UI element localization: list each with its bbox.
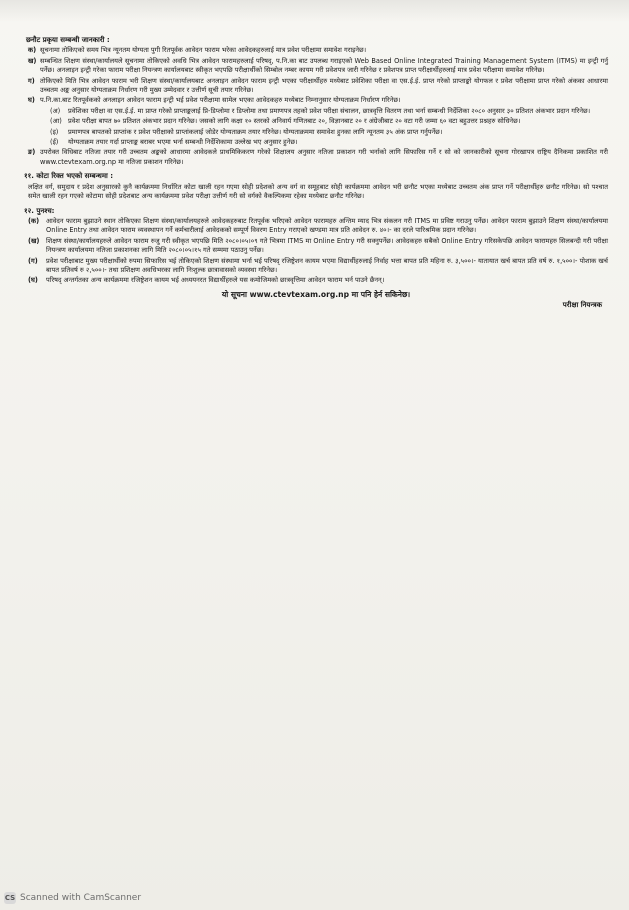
closing-note: यो सूचना www.ctevtexam.org.np मा पनि हेर्न सकिनेछ। bbox=[221, 289, 411, 299]
sub-item bbox=[50, 138, 608, 147]
sub-item-text: प्रवेश परीक्षा बापत ७० प्रतिशत अंकभार प्रदान गरिनेछ। जसको लागि कक्षा १० स्तरको अनिवार्य गणितबाट २०, विज्ञानबाट २० र अंग्रेजीबाट २० वटा गरी जम्मा ६० वटा बहुउत्तर प्रश्नहरु सोधिनेछ। bbox=[68, 117, 521, 126]
sub-item-label: (इ) bbox=[50, 127, 59, 136]
item-label: घ) bbox=[28, 96, 35, 105]
item-label: (घ) bbox=[28, 276, 38, 285]
item-text: सम्बन्धित शिक्षण संस्था/कार्यालयले सूचनामा तोकिएको अवधि भित्र आवेदन फारामहरुलाई परिषद्, प.नि.का बाट उपलब्ध गराइएको Web Based Online Integrated Training Management System (ITMS) मा इन्ट्री गर्नु पर्नेछ। अनलाइन इन्ट्री गरेका फाराम परीक्षा नियन्त्रण कार्यालयबाट स्वीकृत भएपछि परीक्षार्थीको सिम्बोल नम्बर कायम गरी प्रवेशपत्र जारी गरिनेछ र प्रवेशपत्र प्राप्त परीक्षार्थीहरुलाई मात्र प्रवेश परीक्षामा समावेश गरिनेछ। bbox=[40, 56, 608, 75]
item-text: उपरोक्त विधिबाट नतिजा तयार गरी उच्चतम अङ्कको आधारमा आवेदकले प्राथमिकिकरण गरेको शिक्षालय अनुसार नतिजा प्रकाशन गरी भर्नाको लागि सिफारिस गर्ने र सो को जानकारीको सूचना गोरखापत्र राष्ट्रिय दैनिकमा प्रकाशित गरी www.ctevtexam.org.np मा नतिजा प्रकाशन गरिनेछ। bbox=[40, 148, 608, 166]
item-text: प्रवेश परीक्षाबाट मुख्य परीक्षार्थीको रुपमा सिफारिस भई तोकिएको शिक्षण संस्थामा भर्ना भई परिषद् रजिष्ट्रेशन कायम भएमा विद्यार्थीहरुलाई निर्वाह भत्ता बापत प्रति महिना रु. ३,५००।- यातायात खर्च बापत प्रति वर्ष रु. १,५००।- पोशाक खर्च बापत प्रतिवर्ष रु २,५००।- तथा प्रशिक्षण अवधिभरका लागि निःशुल्क छात्रावासको व्यवस्था गरिनेछ। bbox=[46, 256, 608, 274]
section-12-item bbox=[28, 257, 608, 276]
item-label: (ग) bbox=[28, 256, 38, 265]
item-label: ग) bbox=[28, 76, 35, 85]
sub-item bbox=[50, 107, 608, 116]
item-label: (क) bbox=[28, 216, 40, 225]
signature: परीक्षा नियन्त्रक bbox=[562, 301, 602, 310]
sub-item-label: (आ) bbox=[50, 117, 62, 126]
sub-item-label: (अ) bbox=[50, 106, 61, 115]
sub-item bbox=[50, 117, 608, 126]
section-12-item bbox=[28, 237, 608, 256]
section-11-heading: ११. कोटा रिक्त भएको सम्बन्धमा : bbox=[24, 172, 114, 181]
document-body bbox=[24, 36, 608, 311]
item-label: ख) bbox=[28, 56, 37, 65]
item-label: (ख) bbox=[28, 236, 40, 245]
section-11-text: लक्षित वर्ग, समुदाय र प्रदेश अनुसारको कुनै कार्यक्रममा निर्धारित कोटा खाली रहन गएमा सोही प्रदेशको अन्य वर्ग वा समूहबाट सोही कार्यक्रममा आवेदन भरी छनौट भएका मध्येबाट उच्चतम अंक प्राप्त गर्ने परीक्षार्थीहरु छनौट गरिनेछ। सो पश्चात समेत खाली रहन गएको कोटामा सोही प्रदेशबाट अन्य कार्यक्रममा प्रवेश परीक्षा उत्तीर्ण गरी सो वर्गको वैकल्पिकमा रहेका मध्येबाट छनौट गरिनेछ। bbox=[28, 182, 608, 201]
section-12-heading: १२. पुनश्च: bbox=[24, 206, 55, 215]
intro-item bbox=[28, 46, 608, 55]
intro-item bbox=[28, 57, 608, 76]
scanner-footer bbox=[4, 892, 141, 904]
item-text: शिक्षण संस्था/कार्यालयहरुले आवेदन फाराम रुजु गरी स्वीकृत भएपछि मिति २०८०।०५।०९ गते भित्रमा ITMS मा Online Entry गरी सक्नुपर्नेछ। आवेदकहरु सबैको Online Entry गरिसकेपछि आवेदन फारामहरु सिलबन्दी गरी परीक्षा नियन्त्रण कार्यालयमा नतिजा प्रकाशनका लागि मिति २०८०।०५।१५ गते सम्ममा पठाउनु पर्नेछ। bbox=[46, 236, 608, 255]
scan-shadow bbox=[0, 0, 629, 22]
section-11-text-block bbox=[28, 183, 608, 202]
intro-item bbox=[28, 96, 608, 105]
intro-heading: छनौट प्रकृया सम्बन्धी जानकारी : bbox=[26, 36, 110, 44]
sub-item-text: प्रमाणपत्र बापतको प्राप्तांक र प्रवेश परीक्षाको प्राप्तांकलाई जोडेर योग्यताक्रम तयार गरिनेछ। योग्यताक्रममा समावेश हुनका लागि न्यूनतम ३५ अंक प्राप्त गर्नुपर्नेछ। bbox=[68, 127, 443, 136]
sub-item bbox=[50, 128, 608, 137]
sub-item-label: (ई) bbox=[50, 138, 59, 147]
camscanner-icon: CS bbox=[4, 894, 16, 902]
section-12-item bbox=[28, 217, 608, 236]
item-text: परिषद् अन्तर्गतका अन्य कार्यक्रममा रजिष्ट्रेशन कायम भई अध्ययनरत विद्यार्थीहरुले यस कमोजिमको छात्रवृत्तिमा आवेदन फाराम भर्न पाउने छैनन्। bbox=[46, 276, 385, 285]
item-label: क) bbox=[28, 46, 37, 55]
sub-item-text: प्रवेशिका परीक्षा वा एस.ई.ई. मा प्राप्त गरेको प्राप्ताङ्कलाई प्रि-डिप्लोमा र डिप्लोमा तथा प्रमाणपत्र तहको प्रवेश परीक्षा संचालन, छात्रवृत्ति वितरण तथा भर्ना सम्बन्धी निर्देशिका २०८० अनुसार ३० प्रतिशत अंकभार प्रदान गरिनेछ। bbox=[68, 106, 591, 115]
item-text: सूचनामा तोकिएको समय भित्र न्यूनतम योग्यता पुगी रितपूर्वक आवेदन फाराम भरेका आवेदकहरुलाई मात्र प्रवेश परीक्षामा समावेश गराइनेछ। bbox=[40, 46, 367, 55]
sub-item-text: योग्यताक्रम तयार गर्दा प्राप्ताङ्क बराबर भएमा भर्ना सम्बन्धी निर्देशिकामा उल्लेख भए अनुसार हुनेछ। bbox=[68, 138, 298, 147]
item-text: प.नि.का.बाट रितपूर्वकको अनलाइन आवेदन फाराम इन्ट्री भई प्रवेश परीक्षामा सामेल भएका आवेदकहरु मध्येबाट निम्नानुसार योग्यताक्रम निर्धारण गरिनेछ। bbox=[40, 96, 401, 105]
item-text: आवेदन फाराम बुझाउने स्थान तोकिएका शिक्षण संस्था/कार्यालयहरुले आवेदकहरुबाट रितपूर्वक भरिएको आवेदन फारामहरु अन्तिम म्याद भित्र संकलन गरी ITMS मा प्रविष्ट गराउनु पर्नेछ। आवेदन फाराम बुझाउने शिक्षण संस्था/कार्यालयमा Online Entry तथा आवेदन फाराम व्यवस्थापन गर्ने कर्मचारीलाई आवेदकको सम्पूर्ण विवरण Entry गराएको खण्डमा मात्र प्रति आवेदन रु. ४०।- का दरले पारिश्रमिक प्रदान गरिनेछ। bbox=[46, 216, 608, 235]
item-label: ङ) bbox=[28, 148, 36, 157]
intro-item bbox=[28, 77, 608, 96]
section-12-item bbox=[28, 276, 608, 285]
footer-text: Scanned with CamScanner bbox=[20, 893, 142, 903]
intro-item bbox=[28, 148, 608, 167]
item-text: तोकिएको मिति भित्र आवेदन फाराम भरी शिक्षण संस्था/कार्यालयबाट अनलाइन आवेदन फाराम इन्ट्री भएका परीक्षार्थीहरु मध्येबाट प्रवेशिका परीक्षा वा एस.ई.ई. प्राप्त गरेको प्राप्ताङ्को योगफल र प्रवेश परीक्षामा प्राप्त गरेको अंकका आधारमा उच्चतम अङ्क अनुसार योग्यताक्रम निर्धारण गरी मुख्य उम्मेदवार र उत्तीर्ण सूची तयार गरिनेछ। bbox=[40, 76, 608, 95]
